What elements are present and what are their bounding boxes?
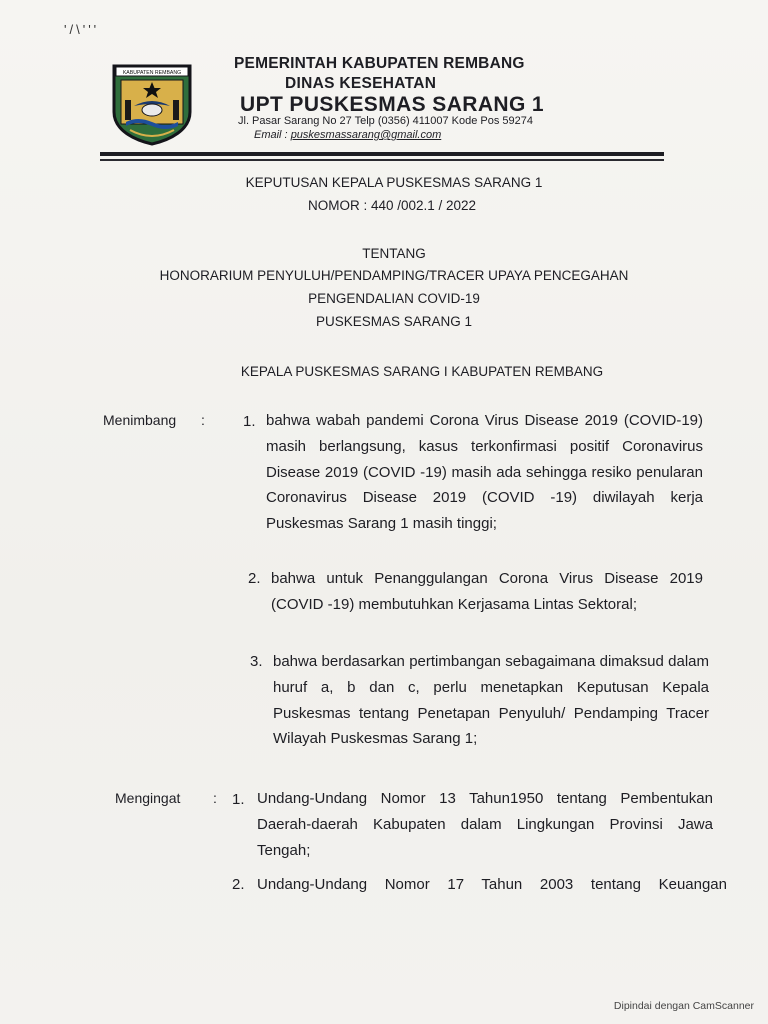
subject-line-1: HONORARIUM PENYULUH/PENDAMPING/TRACER UPAYA PENCEGAHAN <box>159 268 629 283</box>
menimbang-colon: : <box>201 412 205 428</box>
menimbang-item-2-text: bahwa untuk Penanggulangan Corona Virus Disease 2019 (COVID -19) membutuhkan Kerjasama Lintas Sektoral; <box>271 570 703 613</box>
email-label: Email : <box>254 129 291 141</box>
decree-title: KEPUTUSAN KEPALA PUSKESMAS SARANG 1 <box>245 175 543 190</box>
email-line <box>254 129 441 141</box>
mengingat-item-2-number: 2. <box>232 876 245 893</box>
subject-line-3: PUSKESMAS SARANG 1 <box>315 314 473 329</box>
institution-name: UPT PUSKESMAS SARANG 1 <box>240 93 545 116</box>
email-link[interactable]: puskesmassarang@gmail.com <box>290 129 442 141</box>
scan-smudge: '/\''' <box>64 22 100 37</box>
menimbang-label: Menimbang <box>103 412 177 428</box>
mengingat-label: Mengingat <box>115 790 181 806</box>
government-name: PEMERINTAH KABUPATEN REMBANG <box>234 55 525 72</box>
letterhead-rule-thick <box>100 152 664 156</box>
address: Jl. Pasar Sarang No 27 Telp (0356) 411007 Kode Pos 59274 <box>238 115 533 127</box>
menimbang-item-1-text: bahwa wabah pandemi Corona Virus Disease 2019 (COVID-19) masih berlangsung, kasus terkonfirmasi positif Coronavirus Disease 2019 (COVID -19) masih ada sehingga resiko penularan Coronavirus Disease 2019 (COVID -19) diwilayah kerja Puskesmas Sarang 1 masih tinggi; <box>266 412 703 533</box>
kabupaten-rembang-emblem <box>108 60 196 146</box>
mengingat-item-2-text: Undang-Undang Nomor 17 Tahun 2003 tentang Keuangan <box>257 876 727 893</box>
emblem-text: KABUPATEN REMBANG <box>122 70 182 76</box>
decree-number: NOMOR : 440 /002.1 / 2022 <box>307 198 477 213</box>
about-heading: TENTANG <box>362 246 426 261</box>
letterhead-rule-thin <box>100 159 664 161</box>
mengingat-item-1-text: Undang-Undang Nomor 13 Tahun1950 tentang Pembentukan Daerah-daerah Kabupaten dalam Lingkungan Provinsi Jawa Tengah; <box>257 790 713 859</box>
menimbang-item-3-number: 3. <box>250 653 263 670</box>
menimbang-item-2-number: 2. <box>248 570 261 587</box>
mengingat-item-1-number: 1. <box>232 791 245 808</box>
menimbang-item-3-text: bahwa berdasarkan pertimbangan sebagaimana dimaksud dalam huruf a, b dan c, perlu menetapkan Keputusan Kepala Puskesmas tentang Penetapan Penyuluh/ Pendamping Tracer Wilayah Puskesmas Sarang 1; <box>273 653 709 748</box>
menimbang-item-1-number: 1. <box>243 413 256 430</box>
mengingat-colon: : <box>213 790 217 806</box>
subject-line-2: PENGENDALIAN COVID-19 <box>308 291 480 306</box>
scanner-watermark: Dipindai dengan CamScanner <box>613 1000 754 1012</box>
issuer-line: KEPALA PUSKESMAS SARANG I KABUPATEN REMBANG <box>240 364 604 379</box>
department-name: DINAS KESEHATAN <box>285 75 437 92</box>
